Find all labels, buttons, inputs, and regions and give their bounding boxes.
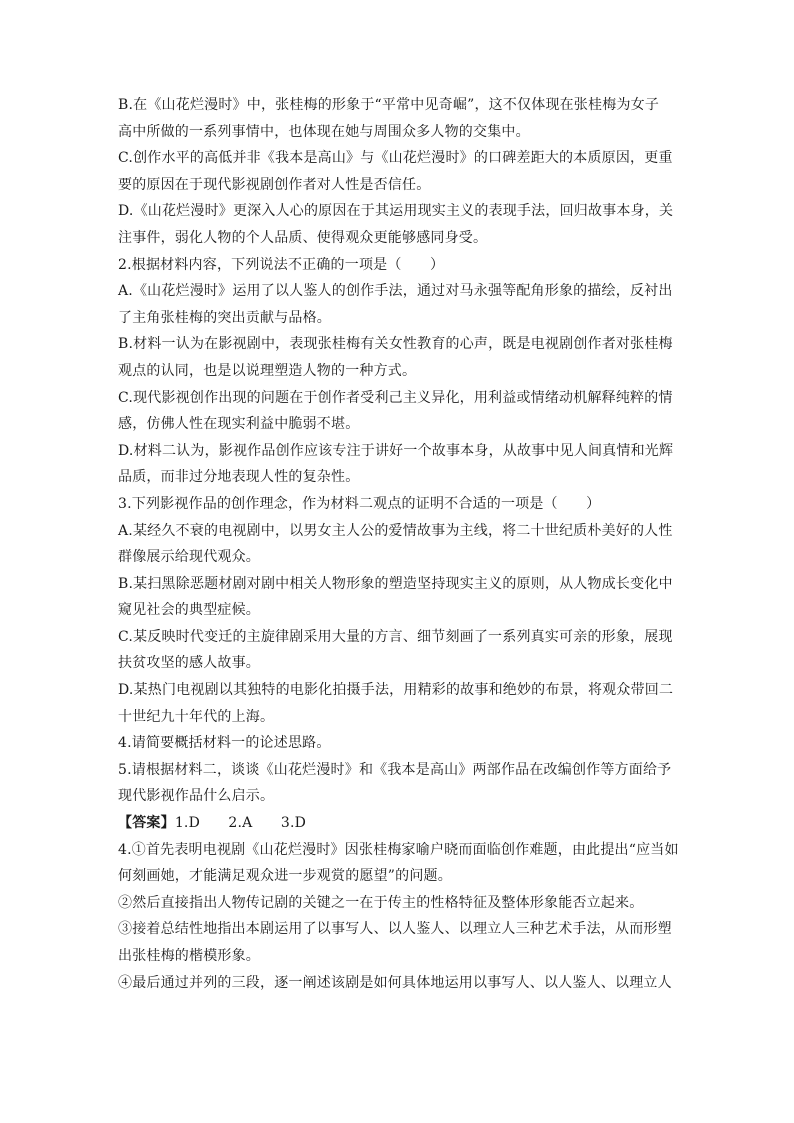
text-line: C.现代影视创作出现的问题在于创作者受利己主义异化，用利益或情绪动机解释纯粹的情 bbox=[118, 389, 673, 406]
text-line: 感，仿佛人性在现实利益中脆弱不堪。 bbox=[118, 416, 360, 433]
question-2-stem: 2.根据材料内容，下列说法不正确的一项是（ ） bbox=[118, 256, 445, 273]
text-line: 观点的认同，也是以说理塑造人物的一种方式。 bbox=[118, 362, 417, 379]
text-line: ③接着总结性地指出本剧运用了以事写人、以人鉴人、以理立人三种艺术手法，从而形塑 bbox=[118, 921, 672, 938]
text-line: 要的原因在于现代影视剧创作者对人性是否信任。 bbox=[118, 176, 431, 193]
text-line: ②然后直接指出人物传记剧的关键之一在于传主的性格特征及整体形象能否立起来。 bbox=[118, 894, 644, 911]
text-line: C.某反映时代变迁的主旋律剧采用大量的方言、细节刻画了一系列真实可亲的形象，展现 bbox=[118, 628, 673, 645]
text-line: 窥见社会的典型症候。 bbox=[118, 602, 260, 619]
text-line: B.材料一认为在影视剧中，表现张桂梅有关女性教育的心声，既是电视剧创作者对张桂梅 bbox=[118, 336, 673, 353]
text-line: 高中所做的一系列事情中，也体现在她与周围众多人物的交集中。 bbox=[118, 123, 530, 140]
text-line: 现代影视作品什么启示。 bbox=[118, 788, 275, 805]
text-line: C.创作水平的高低并非《我本是高山》与《山花烂漫时》的口碑差距大的本质原因，更重 bbox=[118, 150, 673, 167]
text-line: 4.①首先表明电视剧《山花烂漫时》因张桂梅家喻户晓而面临创作难题，由此提出“应当如 bbox=[118, 841, 679, 858]
text-line: 品质，而非过分地表现人性的复杂性。 bbox=[118, 469, 360, 486]
text-line: 注事件，弱化人物的个人品质、使得观众更能够感同身受。 bbox=[118, 229, 488, 246]
text-line: A.《山花烂漫时》运用了以人鉴人的创作手法，通过对马永强等配角形象的描绘，反衬出 bbox=[118, 283, 673, 300]
text-line: D.某热门电视剧以其独特的电影化拍摄手法，用精彩的故事和绝妙的布景，将观众带回二 bbox=[118, 682, 674, 699]
text-line: D.《山花烂漫时》更深入人心的原因在于其运用现实主义的表现手法，回归故事本身，关 bbox=[118, 203, 674, 220]
question-3-stem: 3.下列影视作品的创作理念，作为材料二观点的证明不合适的一项是（ ） bbox=[118, 495, 601, 512]
text-line: D.材料二认为，影视作品创作应该专注于讲好一个故事本身，从故事中见人间真情和光辉 bbox=[118, 442, 674, 459]
text-line: 何刻画她，才能满足观众进一步观赏的愿望”的问题。 bbox=[118, 868, 452, 885]
answer-line bbox=[118, 810, 674, 837]
text-line: B.在《山花烂漫时》中，张桂梅的形象于“平常中见奇崛”，这不仅体现在张桂梅为女子 bbox=[118, 97, 660, 113]
question-4-stem: 4.请简要概括材料一的论述思路。 bbox=[118, 735, 331, 752]
question-5-stem: 5.请根据材料二，谈谈《山花烂漫时》和《我本是高山》两部作品在改编创作等方面给予 bbox=[118, 761, 672, 778]
text-line: ④最后通过并列的三段，逐一阐述该剧是如何具体地运用以事写人、以人鉴人、以理立人 bbox=[118, 974, 672, 991]
answer-label: 【答案】 bbox=[118, 815, 175, 832]
text-line: A.某经久不衰的电视剧中，以男女主人公的爱情故事为主线，将二十世纪质朴美好的人性 bbox=[118, 522, 673, 539]
answer-text: 1.D 2.A 3.D bbox=[174, 815, 307, 832]
text-line: 了主角张桂梅的突出贡献与品格。 bbox=[118, 309, 331, 326]
text-line: B.某扫黑除恶题材剧对剧中相关人物形象的塑造坚持现实主义的原则，从人物成长变化中 bbox=[118, 575, 673, 592]
text-line: 群像展示给现代观众。 bbox=[118, 549, 260, 566]
document-page bbox=[118, 92, 679, 996]
text-line: 十世纪九十年代的上海。 bbox=[118, 708, 275, 725]
text-line: 出张桂梅的楷模形象。 bbox=[118, 948, 260, 964]
text-line: 扶贫攻坚的感人故事。 bbox=[118, 655, 260, 672]
